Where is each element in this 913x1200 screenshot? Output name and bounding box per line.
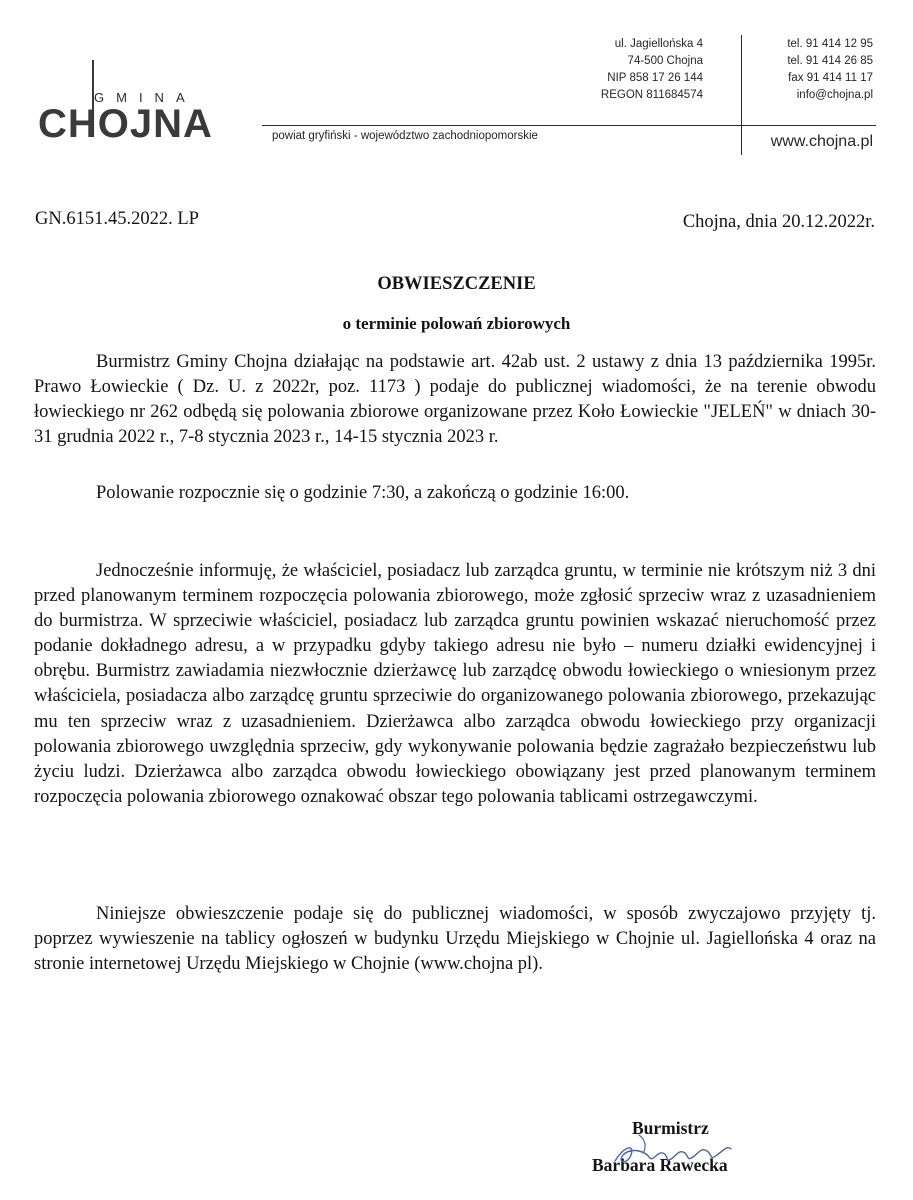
gmina-chojna-logo bbox=[36, 60, 221, 150]
address-postal: 74-500 Chojna bbox=[627, 55, 703, 67]
paragraph-publication: Niniejsze obwieszczenie podaje się do publicznej wiadomości, w sposób zwyczajowo przyjęty tj. poprzez wywieszenie na tablicy ogłoszeń w budynku Urzędu Miejskiego w Chojnie ul. Jagiellońska 4 oraz na stronie internetowej Urzędu Miejskiego w Chojnie (www.chojna pl). bbox=[34, 904, 876, 975]
contact-email: info@chojna.pl bbox=[796, 89, 873, 101]
contact-tel-2: tel. 91 414 26 85 bbox=[787, 55, 873, 67]
letterhead-address bbox=[560, 36, 703, 104]
letterhead-website: www.chojna.pl bbox=[770, 133, 873, 150]
paragraph-announcement: Burmistrz Gminy Chojna działając na podstawie art. 42ab ust. 2 ustawy z dnia 13 października 1995r. Prawo Łowieckie ( Dz. U. z 2022r, poz. 1173 ) podaje do publicznej wiadomości, że na terenie obwodu łowieckiego nr 262 odbędą się polowania zbiorowe organizowane przez Koło Łowieckie "JELEŃ" w dniach 30-31 grudnia 2022 r., 7-8 stycznia 2023 r., 14-15 stycznia 2023 r. bbox=[34, 352, 876, 448]
signature-role: Burmistrz bbox=[632, 1118, 709, 1138]
handwritten-signature bbox=[605, 1125, 745, 1175]
letterhead-horizontal-rule bbox=[262, 125, 876, 126]
document-place-date: Chojna, dnia 20.12.2022r. bbox=[682, 212, 875, 232]
document-reference: GN.6151.45.2022. LP bbox=[35, 209, 199, 229]
document-subtitle: o terminie polowań zbiorowych bbox=[342, 314, 571, 333]
contact-fax: fax 91 414 11 17 bbox=[788, 72, 873, 84]
letterhead-contact bbox=[760, 36, 873, 104]
document-title: OBWIESZCZENIE bbox=[377, 274, 536, 294]
signature-name: Barbara Rawecka bbox=[592, 1155, 728, 1175]
letterhead-region: powiat gryfiński - województwo zachodniopomorskie bbox=[272, 130, 538, 142]
logo-chojna-text: CHOJNA bbox=[38, 102, 213, 146]
address-regon: REGON 811684574 bbox=[600, 89, 703, 101]
logo-gmina-text: GMINA bbox=[94, 90, 197, 105]
contact-tel-1: tel. 91 414 12 95 bbox=[787, 38, 873, 50]
address-street: ul. Jagiellońska 4 bbox=[614, 38, 703, 50]
paragraph-hours: Polowanie rozpocznie się o godzinie 7:30, a zakończą o godzinie 16:00. bbox=[96, 483, 630, 503]
address-nip: NIP 858 17 26 144 bbox=[607, 72, 703, 84]
paragraph-objection-procedure: Jednocześnie informuję, że właściciel, posiadacz lub zarządca gruntu, w terminie nie krótszym niż 3 dni przed planowanym terminem rozpoczęcia polowania zbiorowego, może zgłosić sprzeciw wraz z uzasadnieniem do burmistrza. W sprzeciwie właściciel, posiadacz lub zarządca gruntu powinien wskazać nieruchomość przez podanie dokładnego adresu, a w przypadku gdyby takiego adresu nie było – numeru działki ewidencyjnej i obrębu. Burmistrz zawiadamia niezwłocznie dzierżawcę lub zarządcę obwodu łowieckiego o wniesionym przez właściciela, posiadacza albo zarządcę gruntu sprzeciwie do organizowanego polowania zbiorowego, przekazując mu ten sprzeciw wraz z uzasadnieniem. Dzierżawca albo zarządca obwodu łowieckiego przy organizacji polowania zbiorowego uwzględnia sprzeciw, gdy wykonywanie polowania będzie zagrażało bezpieczeństwu lub życiu ludzi. Dzierżawca albo zarządca obwodu łowieckiego obowiązany jest przed planowanym terminem rozpoczęcia polowania zbiorowego oznakować obszar tego polowania tablicami ostrzegawczymi. bbox=[34, 561, 876, 807]
